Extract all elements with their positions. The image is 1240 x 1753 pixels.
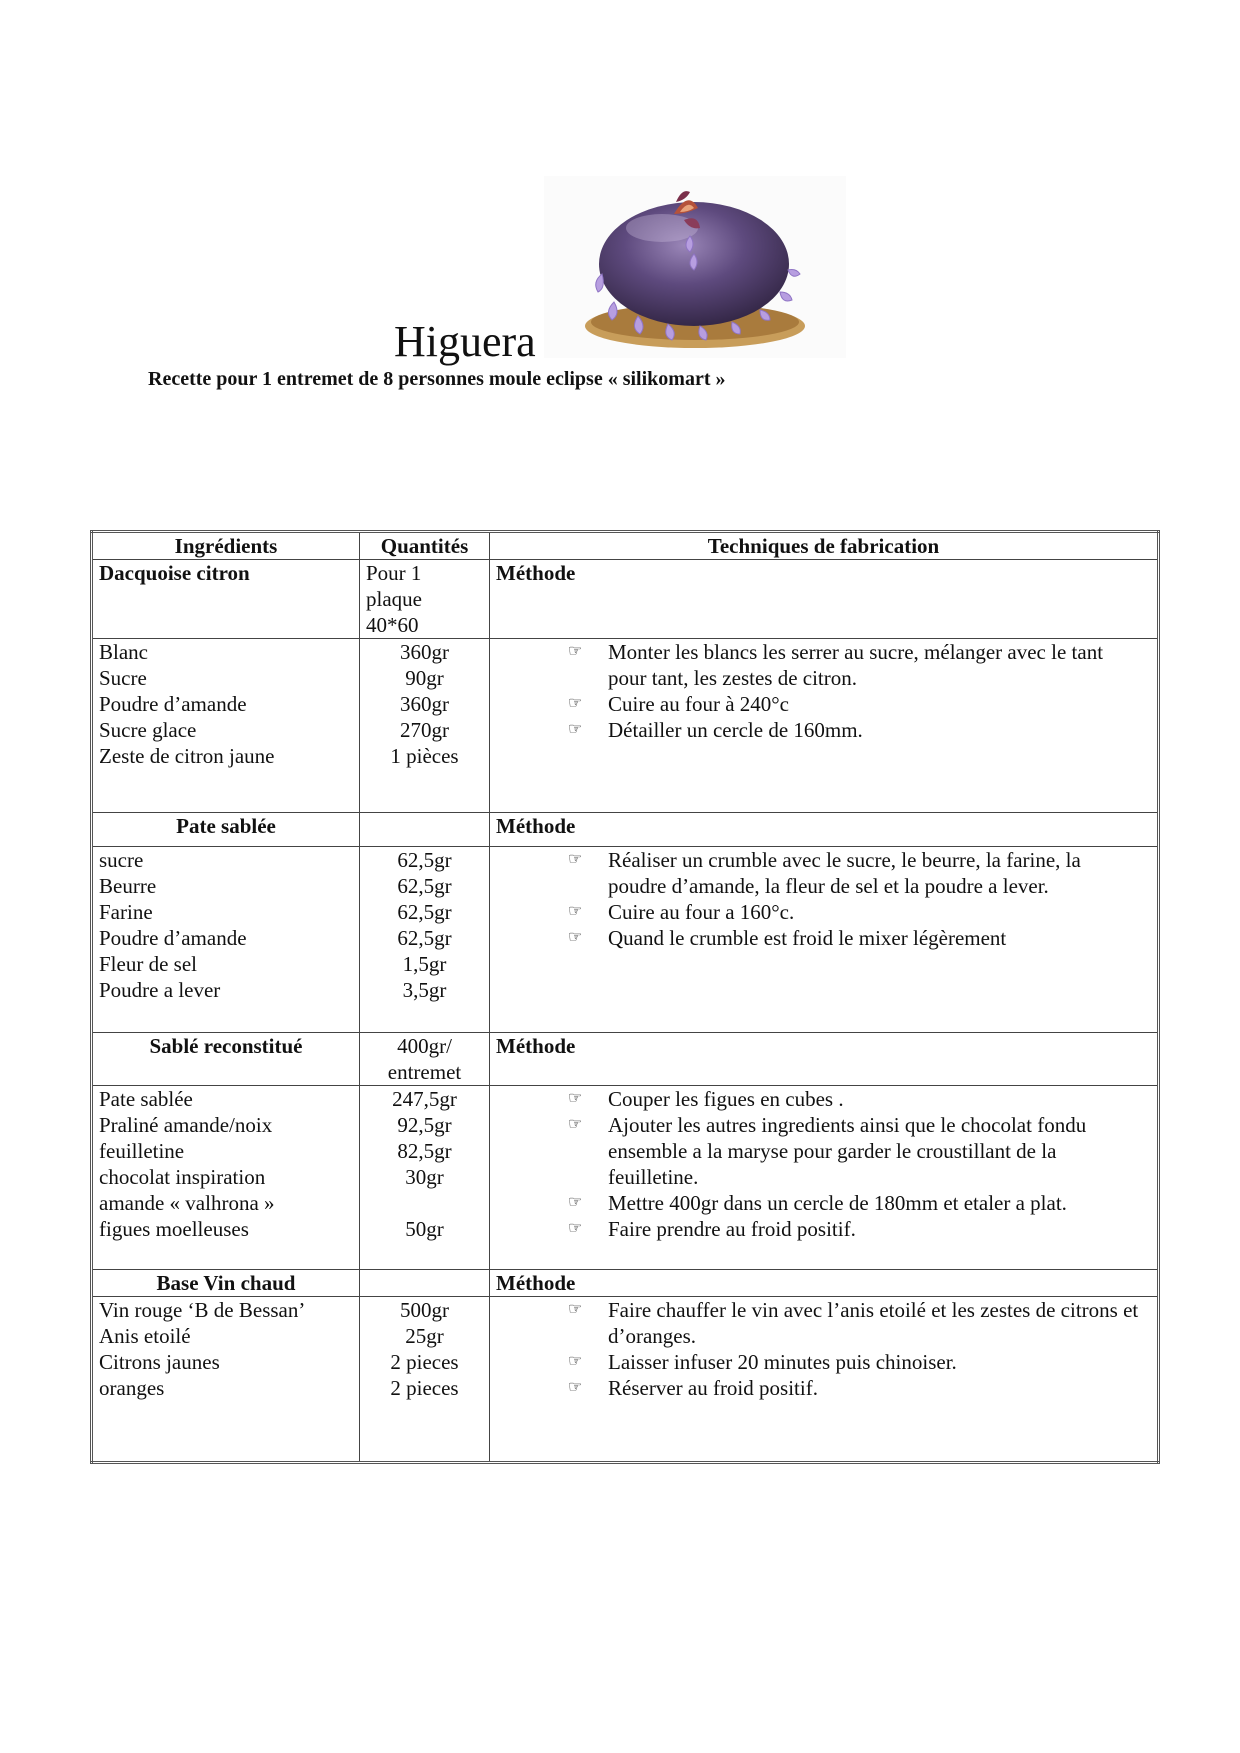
method-step: [496, 1216, 1151, 1242]
recipe-subtitle: Recette pour 1 entremet de 8 personnes moule eclipse « silikomart »: [148, 368, 726, 390]
method-label: Méthode: [490, 560, 1159, 639]
section-header-row: [92, 560, 1159, 639]
ingredient-list: Vin rouge ‘B de Bessan’ Anis etoilé Citrons jaunes oranges: [92, 1297, 360, 1463]
step-text: Faire chauffer le vin avec l’anis etoilé et les zestes de citrons et d’oranges.: [608, 1298, 1139, 1348]
section-name: Sablé reconstitué: [92, 1033, 360, 1086]
pointing-hand-icon: ☞: [568, 643, 583, 660]
step-text: Ajouter les autres ingredients ainsi que le chocolat fondu ensemble a la maryse pour garder le croustillant de la feuilletine.: [608, 1113, 1087, 1189]
section-body-row: [92, 1086, 1159, 1270]
section-quantity: [360, 813, 490, 847]
step-text: Monter les blancs les serrer au sucre, mélanger avec le tant pour tant, les zestes de citron.: [608, 640, 1104, 690]
section-name: Dacquoise citron: [92, 560, 360, 639]
method-label: Méthode: [490, 1270, 1159, 1297]
pointing-hand-icon: ☞: [568, 1220, 583, 1237]
section-dacquoise-citron: [92, 560, 1159, 813]
step-text: Réserver au froid positif.: [608, 1376, 818, 1400]
section-name: Pate sablée: [92, 813, 360, 847]
method-label: Méthode: [490, 1033, 1159, 1086]
method-step: [496, 847, 1151, 899]
section-header-row: [92, 813, 1159, 847]
pointing-hand-icon: ☞: [568, 721, 583, 738]
section-quantity: [360, 1270, 490, 1297]
pointing-hand-icon: ☞: [568, 1353, 583, 1370]
method-step: [496, 1112, 1151, 1190]
recipe-title: Higuera: [394, 317, 536, 366]
method-steps: [490, 639, 1159, 813]
pointing-hand-icon: ☞: [568, 695, 583, 712]
quantity-list: 500gr 25gr 2 pieces 2 pieces: [360, 1297, 490, 1463]
quantity-list: 247,5gr 92,5gr 82,5gr 30gr 50gr: [360, 1086, 490, 1270]
section-quantity: Pour 1 plaque 40*60: [360, 560, 490, 639]
method-steps: [490, 1297, 1159, 1463]
step-text: Mettre 400gr dans un cercle de 180mm et etaler a plat.: [608, 1191, 1067, 1215]
recipe-table: [90, 530, 1160, 1464]
method-step: [496, 691, 1151, 717]
method-steps: [490, 1086, 1159, 1270]
step-text: Quand le crumble est froid le mixer légèrement: [608, 926, 1007, 950]
ingredient-list: Pate sablée Praliné amande/noix feuilletine chocolat inspiration amande « valhrona » figues moelleuses: [92, 1086, 360, 1270]
step-text: Laisser infuser 20 minutes puis chinoiser.: [608, 1350, 957, 1374]
method-step: [496, 1086, 1151, 1112]
method-step: [496, 1297, 1151, 1349]
method-step: [496, 639, 1151, 691]
section-body-row: [92, 1297, 1159, 1463]
section-sable-reconstitue: [92, 1033, 1159, 1270]
step-text: Couper les figues en cubes .: [608, 1087, 844, 1111]
step-text: Réaliser un crumble avec le sucre, le beurre, la farine, la poudre d’amande, la fleur de sel et la poudre a lever.: [608, 848, 1081, 898]
ingredient-list: Blanc Sucre Poudre d’amande Sucre glace Zeste de citron jaune: [92, 639, 360, 813]
section-body-row: [92, 847, 1159, 1033]
method-step: [496, 899, 1151, 925]
method-step: [496, 1190, 1151, 1216]
pointing-hand-icon: ☞: [568, 903, 583, 920]
table-header-row: [92, 532, 1159, 560]
step-text: Détailler un cercle de 160mm.: [608, 718, 863, 742]
method-step: [496, 1349, 1151, 1375]
pointing-hand-icon: ☞: [568, 1116, 583, 1133]
header-ingredients: Ingrédients: [92, 532, 360, 560]
pointing-hand-icon: ☞: [568, 1301, 583, 1318]
section-header-row: [92, 1033, 1159, 1086]
pointing-hand-icon: ☞: [568, 929, 583, 946]
section-header-row: [92, 1270, 1159, 1297]
method-step: [496, 717, 1151, 743]
header-quantities: Quantités: [360, 532, 490, 560]
pointing-hand-icon: ☞: [568, 1379, 583, 1396]
step-text: Faire prendre au froid positif.: [608, 1217, 856, 1241]
section-name: Base Vin chaud: [92, 1270, 360, 1297]
section-body-row: [92, 639, 1159, 813]
pointing-hand-icon: ☞: [568, 851, 583, 868]
step-text: Cuire au four à 240°c: [608, 692, 790, 716]
header-techniques: Techniques de fabrication: [490, 532, 1159, 560]
section-quantity: 400gr/ entremet: [360, 1033, 490, 1086]
section-base-vin-chaud: [92, 1270, 1159, 1463]
method-steps: [490, 847, 1159, 1033]
method-step: [496, 1375, 1151, 1401]
quantity-list: 360gr 90gr 360gr 270gr 1 pièces: [360, 639, 490, 813]
pointing-hand-icon: ☞: [568, 1090, 583, 1107]
ingredient-list: sucre Beurre Farine Poudre d’amande Fleur de sel Poudre a lever: [92, 847, 360, 1033]
pointing-hand-icon: ☞: [568, 1194, 583, 1211]
method-step: [496, 925, 1151, 951]
method-label: Méthode: [490, 813, 1159, 847]
step-text: Cuire au four a 160°c.: [608, 900, 795, 924]
quantity-list: 62,5gr 62,5gr 62,5gr 62,5gr 1,5gr 3,5gr: [360, 847, 490, 1033]
entremet-photo: [544, 176, 846, 358]
section-pate-sablee: [92, 813, 1159, 1033]
